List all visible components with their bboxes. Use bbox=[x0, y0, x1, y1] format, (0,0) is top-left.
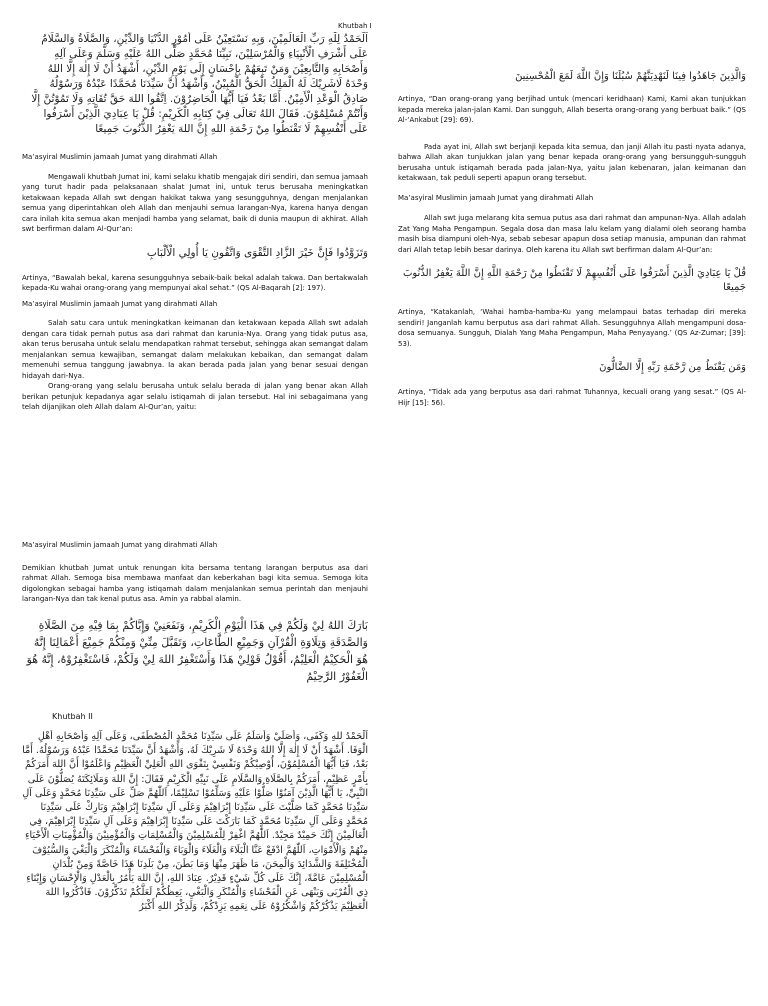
right-column-page1 bbox=[398, 70, 746, 408]
heading-1: Ma’asyiral Muslimin jamaah Jumat yang dirahmati Allah bbox=[22, 153, 218, 161]
arabic-opening: اَلْحَمْدُ لِلّٰهِ رَبِّ الْعَالَمِيْنَ، وَبِهِ نَسْتَعِيْنُ عَلَى أُمُوْرِ الدُّنْيَا وَالدِّيْنِ، وَالصَّلَاةُ وَالسَّلَامُ عَلَى أَشْرَفِ الْأَنْبِيَاءِ وَالْمُرْسَلِيْنَ، نَبِيِّنَا مُحَمَّدٍ صَلَّى اللهُ عَلَيْهِ وَسَلَّمَ وَعَلَى آلِهِ وَأَصْحَابِهِ وَالتَّابِعِيْنَ وَمَنْ تَبِعَهُمْ بِإِحْسَانٍ إِلَى يَوْمِ الدِّيْنِ، أَشْهَدُ أَنْ لَا إِلٰهَ إِلَّا اللهُ وَحْدَهُ لَاشَرِيْكَ لَهُ الْمَلِكُ الْحَقُّ الْمُبِيْنُ، وَأَشْهَدُ أَنَّ سَيِّدَنَا مُحَمَّدًا عَبْدُهُ وَرَسُوْلُهُ صَادِقُ الْوَعْدِ الْأَمِيْنُ. أَمَّا بَعْدُ فَيَا أَيُّهَا الْحَاضِرُوْنَ. اِتَّقُوا اللهَ حَقَّ تُقَاتِهِ وَلَا تَمُوْتُنَّ إِلَّا وَأَنْتُمْ مُسْلِمُوْنَ. فَقَالَ اللهُ تَعَالَى فِيْ كِتَابِهِ الْكَرِيْمِ: قُلْ يَا عِبَادِيَ الَّذِيْنَ أَسْرَفُوا عَلَى أَنْفُسِهِمْ لَا تَقْنَطُوا مِنْ رَحْمَةِ اللهِ إِنَّ اللهَ يَغْفِرُ الذُّنُوبَ جَمِيعًا bbox=[31, 33, 368, 135]
heading-2: Ma’asyiral Muslimin jamaah Jumat yang dirahmati Allah bbox=[22, 299, 218, 308]
khutbah-2-title: Khutbah II bbox=[52, 712, 93, 721]
left-column-page1 bbox=[22, 32, 368, 413]
translation-4: Artinya, “Tidak ada yang berputus asa dari rahmat Tuhannya, kecuali orang yang sesat.” (QS Al-Hijr [15]: 56). bbox=[398, 388, 746, 407]
paragraph-4: Demikian khutbah Jumat untuk renungan kita bersama tentang larangan berputus asa dari rahmat Allah. Semoga bisa membawa manfaat dan keberkahan bagi kita semua. Semoga kita digolongkan sebagai hamba yang istiqamah dalam menjalankan semua perintah dan menjauhi larangan-Nya dan tak kenal putus asa. Amin ya rabbal alamin. bbox=[22, 563, 368, 603]
ayat-2: وَالَّذِينَ جَاهَدُوا فِينَا لَنَهْدِيَنَّهُمْ سُبُلَنَا وَإِنَّ اللَّهَ لَمَعَ الْمُحْسِنِينَ bbox=[515, 71, 746, 82]
translation-2: Artinya, “Dan orang-orang yang berjihad untuk (mencari keridhaan) Kami, Kami akan tunjukkan kepada mereka jalan-jalan Kami. Dan sungguh, Allah beserta orang-orang yang berbuat baik.” (QS Al-‘Ankabut [29]: 69). bbox=[398, 95, 746, 124]
arabic-closing: بَارَكَ اللهُ لِيْ وَلَكُمْ فِي هَذَا الْيَوْمِ الْكَرِيْمِ، وَنَفَعَنِيْ وَإِيَّاكُمْ بِمَا فِيْهِ مِنَ الصَّلَاةِ وَالصَّدَقَةِ وَتِلَاوَةِ الْقُرْآنِ وَجَمِيْعِ الطَّاعَاتِ، وَتَقَبَّلَ مِنِّيْ وَمِنْكُمْ جَمِيْعَ أَعْمَالِنَا إِنَّهُ هُوَ الْحَكِيْمُ الْعَلِيْمُ، أَقُوْلُ قَوْلِيْ هَذَا وَأَسْتَغْفِرُ اللهَ لِيْ وَلَكُمْ، فَاسْتَغْفِرُوْهُ، إِنَّهُ هُوَ الْغَفُوْرُ الرَّحِيْمُ bbox=[26, 618, 368, 683]
ayat-1: وَتَزَوَّدُوا فَإِنَّ خَيْرَ الزَّادِ التَّقْوَى وَاتَّقُونِ يَا أُولِي الْأَلْبَابِ bbox=[146, 246, 368, 259]
ayat-3: قُلْ يَا عِبَادِيَ الَّذِينَ أَسْرَفُوا عَلَى أَنْفُسِهِمْ لَا تَقْنَطُوا مِنْ رَحْمَةِ اللَّهِ إِنَّ اللَّهَ يَغْفِرُ الذُّنُوبَ جَمِيعًا bbox=[402, 268, 746, 293]
paragraph-5: Pada ayat ini, Allah swt berjanji kepada kita semua, dan janji Allah itu pasti nyata adanya, bahwa Allah akan tunjukkan jalan yang benar kepada orang-orang yang bersungguh-sungguh berusaha untuk istiqamah berada pada jalan-Nya, yaitu jalan kebenaran, jalan keimanan dan ketakwaan, tak peduli seperti apapun orang tersebut. bbox=[398, 142, 746, 182]
paragraph-6: Allah swt juga melarang kita semua putus asa dari rahmat dan ampunan-Nya. Allah adalah Zat Yang Maha Pengampun. Segala dosa dan masa lalu kelam yang dialami oleh seorang hamba masih bisa diampuni oleh-Nya, sebab sebesar apapun dosa setiap manusia, ampunan dan rahmat dari Allah tetap lebih besar darinya. Oleh karena itu Allah swt berfirman dalam Al-Qur’an: bbox=[398, 214, 746, 254]
khutbah-1-title: Khutbah I bbox=[338, 22, 372, 30]
arabic-khutbah-2: اَلْحَمْدُ للهِ وَكَفَى، وَأُصَلِّيْ وَأُسَلِّمُ عَلَى سَيِّدِنَا مُحَمَّدٍ الْمُصْطَفَى، وَعَلَى آلِهِ وَأَصْحَابِهِ أَهْلِ الْوَفَا. أَشْهَدُ أَنْ لَا إِلٰهَ إِلَّا اللهُ وَحْدَهُ لَا شَرِيْكَ لَهُ، وَأَشْهَدُ أَنَّ سَيِّدَنَا مُحَمَّدًا عَبْدُهُ وَرَسُوْلُهُ. أَمَّا بَعْدُ، فَيَا أَيُّهَا الْمُسْلِمُوْنَ، أُوْصِيْكُمْ وَنَفْسِيْ بِتَقْوَى اللهِ الْعَلِيِّ الْعَظِيْمِ وَاعْلَمُوْا أَنَّ اللهَ أَمَرَكُمْ بِأَمْرٍ عَظِيْمٍ، أَمَرَكُمْ بِالصَّلَاةِ وَالسَّلَامِ عَلَى نَبِيِّهِ الْكَرِيْمِ فَقَالَ: إِنَّ اللهَ وَمَلَائِكَتَهُ يُصَلُّوْنَ عَلَى النَّبِيِّ، يَا أَيُّهَا الَّذِيْنَ آمَنُوْا صَلُّوْا عَلَيْهِ وَسَلِّمُوْا تَسْلِيْمًا، اَللّٰهُمَّ صَلِّ عَلَى سَيِّدِنَا مُحَمَّدٍ وَعَلَى آلِ سَيِّدِنَا مُحَمَّدٍ كَمَا صَلَّيْتَ عَلَى سَيِّدِنَا إِبْرَاهِيْمَ وَعَلَى آلِ سَيِّدِنَا إِبْرَاهِيْمَ وَبَارِكْ عَلَى سَيِّدِنَا مُحَمَّدٍ وَعَلَى آلِ سَيِّدِنَا مُحَمَّدٍ كَمَا بَارَكْتَ عَلَى سَيِّدِنَا إِبْرَاهِيْمَ وَعَلَى آلِ سَيِّدِنَا إِبْرَاهِيْمَ، فِي الْعَالَمِيْنَ إِنَّكَ حَمِيْدٌ مَجِيْدٌ. اَللّٰهُمَّ اغْفِرْ لِلْمُسْلِمِيْنَ وَالْمُسْلِمَاتِ وَالْمُؤْمِنِيْنَ وَالْمُؤْمِنَاتِ الْأَحْيَاءِ مِنْهُمْ وَالْأَمْوَاتِ، اَللّٰهُمَّ ادْفَعْ عَنَّا الْبَلَاءَ وَالْغَلَاءَ وَالْوَبَاءَ وَالْفَحْشَاءَ وَالْمُنْكَرَ وَالْبَغْيَ وَالسُّيُوْفَ الْمُخْتَلِفَةَ وَالشَّدَائِدَ وَالْمِحَنَ، مَا ظَهَرَ مِنْهَا وَمَا بَطَنَ، مِنْ بَلَدِنَا هَذَا خَاصَّةً وَمِنْ بُلْدَانِ الْمُسْلِمِيْنَ عَامَّةً، إِنَّكَ عَلَى كُلِّ شَيْءٍ قَدِيْرٌ. عِبَادَ اللهِ، إِنَّ اللهَ يَأْمُرُ بِالْعَدْلِ وَالْإِحْسَانِ وَإِيْتَاءِ ذِي الْقُرْبَى وَيَنْهَى عَنِ الْفَحْشَاءِ وَالْمُنْكَرِ وَالْبَغْيِ، يَعِظُكُمْ لَعَلَّكُمْ تَذَكَّرُوْنَ. فَاذْكُرُوا اللهَ الْعَظِيْمَ يَذْكُرْكُمْ وَاشْكُرُوْهُ عَلَى نِعَمِهِ يَزِدْكُمْ، وَلَذِكْرُ اللهِ أَكْبَرُ bbox=[22, 731, 368, 913]
khutbah-2-body bbox=[22, 730, 368, 958]
ayat-4: وَمَن يَقْنَطُ مِن رَّحْمَةِ رَبِّهِ إِلَّا الضَّالُّونَ bbox=[599, 362, 746, 373]
heading-4: Ma’asyiral Muslimin jamaah Jumat yang dirahmati Allah bbox=[398, 193, 594, 202]
translation-1: Artinya, “Bawalah bekal, karena sesungguhnya sebaik-baik bekal adalah takwa. Dan bertakwalah kepada-Ku wahai orang-orang yang mempunyai akal sehat.” (QS Al-Baqarah [2]: 197). bbox=[22, 273, 368, 292]
heading-3: Ma’asyiral Muslimin jamaah Jumat yang dirahmati Allah bbox=[22, 541, 218, 549]
paragraph-2: Salah satu cara untuk meningkatkan keimanan dan ketakwaan kepada Allah swt adalah dengan cara tidak pernah putus asa dari rahmat dan karunia-Nya. Orang yang tidak putus asa, akan terus berusaha untuk selalu mendapatkan rahmat tersebut, sehingga akan semangat dalam menjalankan semua kewajiban, semangat dalam melakukan kebaikan, dan semangat dalam memenuhi semua tanggung jawabnya. Ia akan berada pada jalan yang benar sesuai dengan hidayah dari-Nya. bbox=[22, 319, 368, 380]
paragraph-3: Orang-orang yang selalu berusaha untuk selalu berada di jalan yang benar akan Allah berikan petunjuk kepadanya agar selalu istiqamah di jalan tersebut. Hal ini sebagaimana yang telah dijanjikan oleh Allah dalam Al-Qur’an, yaitu: bbox=[22, 382, 368, 411]
paragraph-1: Mengawali khutbah Jumat ini, kami selaku khatib mengajak diri sendiri, dan semua jamaah yang turut hadir pada pelaksanaan shalat Jumat ini, untuk terus berusaha meningkatkan ketakwaan kepada Allah swt dengan hakikat takwa yang sesungguhnya, dengan menjalankan semua yang diperintahkan oleh Allah dan menjauhi semua larangan-Nya, karena hanya dengan cara inilah kita semua akan menjadi hamba yang selamat, baik di dunia maupun di akhirat. Allah swt berfirman dalam Al-Qur’an: bbox=[22, 172, 368, 233]
translation-3: Artinya, “Katakanlah, ‘Wahai hamba-hamba-Ku yang melampaui batas terhadap diri mereka sendiri! Janganlah kamu berputus asa dari rahmat Allah. Sesungguhnya Allah mengampuni dosa-dosa semuanya. Sungguh, Dialah Yang Maha Pengampun, Maha Penyayang.’ (QS Az-Zumar; [39]: 53). bbox=[398, 308, 746, 348]
left-column-page2 bbox=[22, 540, 368, 685]
